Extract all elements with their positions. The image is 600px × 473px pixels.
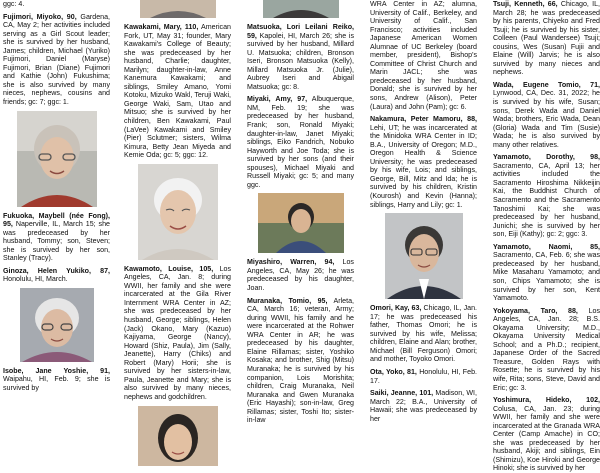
obituary-text: Madison, WI, March 22; B.A., University of Hawaii; she was predeceased by her <box>370 389 477 423</box>
obituary-entry <box>247 297 354 425</box>
obituary-entry <box>493 153 600 238</box>
obituary-text: Los Angeles, CA, Jan. 28; B.S. Okayama University; M.D., Okayama University Medical School; and a Ph.D.; recipient, Japanese Order of the Sacred Treasure, Golden Rays with Rosette; he is survived by his wife, Rita; sons, Steve, David and Eric; gc: 3. <box>493 306 600 392</box>
obituary-text: Colusa, CA, Jan. 23; during WWII, her family and she were incarcerated at the Granada WRA Center (Camp Amache) in CO; she was predeceased by her husband, Akiji; and siblings, Ein (Shimizu), Koe Hiroki and George Hinoki; she is survived by her <box>493 404 600 473</box>
obituary-name: Kawamoto, Louise, 105, <box>124 264 214 273</box>
obituary-name: Yoshimura, Hideko, 102, <box>493 396 600 405</box>
obituary-column-4 <box>370 0 477 423</box>
obituary-entry <box>493 243 600 303</box>
obituary-entry <box>3 13 110 107</box>
obituary-name: Isobe, Jane Yoshie, 91, <box>3 366 110 375</box>
portrait-photo <box>20 288 94 362</box>
obituary-name: Yamamoto, Dorothy, 98, <box>493 153 600 162</box>
portrait-photo <box>140 0 216 18</box>
obituary-column-5 <box>493 0 600 473</box>
portrait-photo <box>138 406 218 466</box>
obituary-entry <box>3 367 110 393</box>
obituary-name: Matsuoka, Lori Leilani Reiko, 59, <box>247 23 354 40</box>
obituary-name: Fukuoka, Maybell (née Fong), 95, <box>3 211 110 229</box>
obituary-text: Sacramento, CA, April 13; her activities included the Sacramento Hiroshima Nikkeijin Kai, the Buddhist Church of Sacramento and the Sacramento Tanoshimi Kai; she was predeceased by her husband, Junichi; she is survived by her son, Eiji (Kathy); gc: 2; ggc: 3. <box>493 161 600 239</box>
obituary-name: Wada, Eugene Tomio, 71, <box>493 80 600 89</box>
obituary-name: Ginoza, Helen Yukiko, 87, <box>3 266 110 275</box>
obituary-entry <box>370 115 477 209</box>
obituary-name: Kawakami, Mary, 110, <box>124 23 199 31</box>
obituary-entry <box>370 0 477 111</box>
obituary-name: Nakamura, Peter Mamoru, 88, <box>370 115 477 124</box>
obituary-text: ggc: 4. <box>3 0 25 8</box>
obituary-entry <box>370 304 477 364</box>
obituary-column-1 <box>3 0 110 403</box>
obituary-text: Naperville, IL, March 15; she was predeceased by her husband, Tommy; son, Steven; she is survived by her son, Stanley (Tracy). <box>3 220 110 263</box>
obituary-text: Gardena, CA, May 2; her activities included serving as a Girl Scout leader; she is survived by her husband, James; children, Michael (Yuriko) Fujimori, Daniel (Maryse) Fujimori, Brian (Diane) Fujimori and Kathie (John) Fukushima; she is also survived by many nieces, nephews, cousins and friends; gc: 7; ggc: 1. <box>3 12 110 107</box>
obituary-text: Honolulu, HI, Feb. 17. <box>370 367 477 385</box>
obituary-name: Fujimori, Miyoko, 90, <box>3 12 77 21</box>
obituary-column-3 <box>247 0 354 425</box>
obituary-text: Sacramento, CA, Feb. 6; she was predeceased by her husband, Mike Masaharu Yamamoto; and son, Chips Yamamoto; she is survived by her son, Kent Yamamoto. <box>493 251 600 303</box>
obituary-entry <box>493 396 600 473</box>
portrait-photo <box>258 193 344 253</box>
obituary-entry <box>247 23 354 91</box>
obituary-entry <box>493 0 600 77</box>
obituary-text: Arleta, CA, March 16; veteran, Army; during WWII, his family and he were incarcerated at the Rohwer WRA Center in AR; he was predeceased by his daughter, Elaine Rillamas; sister, Yoshiko Kosaka; and brother, Shig (Mitsu) Muranaka; he is survived by his companion, Lois Morishita; children, Craig Muranaka, Neil Muranaka and Gwen Muranaka (Eric Hayashi); son-in-law, Greg Rillamas; sister, Toshi Ito; sister-in-law <box>247 296 354 425</box>
obituary-name: Tsuji, Kenneth, 66, <box>493 0 558 8</box>
obituary-text: Los Angeles, CA, Jan. 8; during WWII, her family and she were incarcerated at the Gila River Internment WRA Center in AZ; she was predeceased by her husband, George; siblings, Helen (Jack) Okano, Mary (Kazuo) Kajiyama, George (Nancy), Howard (Shiz, Paula), Jim (Sally, Jeanette), Harry (Chiks) and Robert (Mary) Horii; she is survived by her sisters-in-law, Paula, Jeanette and Mary; she is also survived by many nieces, nephews and godchildren. <box>124 264 231 401</box>
obituary-name: Muranaka, Tomio, 95, <box>247 296 328 305</box>
obituary-entry <box>493 307 600 392</box>
portrait-photo <box>263 0 339 18</box>
obituary-name: Yamamoto, Naomi, 85, <box>493 242 600 251</box>
portrait-photo <box>17 111 97 207</box>
obituary-entry <box>3 0 110 9</box>
obituary-text: American Fork, UT, May 31; founder, Mary Kawakami's College of Beauty; she was predeceased by her husband, Charlie; daughter, Marilyn; daughter-in-law, Anne Kanemura Kawakami; and siblings, Smiley Amano, Yomi Kotoku, Mizuko Wakl, Teruji Waki, George Waki, Sam, Utao and Mitsuo; she is survived by her children, Ben Kawakami, Paul (LaVee) Kawakami and Smiley (Pier) Sclutmer; sisters, Wilma Kimura, Betty Jean Miyeda and Kemie Oda; gc: 5; ggc: 12. <box>124 23 231 160</box>
obituary-name: Miyaki, Amy, 97, <box>247 95 308 104</box>
obituary-entry <box>3 212 110 263</box>
obituary-name: Miyashiro, Warren, 94, <box>247 258 335 267</box>
obituary-text: Chicago, IL, Jan. 17; he was predeceased his father, Thomas Omori; he is survived by his wife, Melissa; children, Elaine and Alan; brother, Michael (Bill Ferguson) Omori; and mother, Toyoko Omori. <box>370 304 477 364</box>
obituary-text: Waipahu, HI, Feb. 9; she is survived by <box>3 375 110 393</box>
obituary-entry <box>124 23 231 160</box>
obituary-entry <box>247 258 354 292</box>
obituary-name: Yokoyama, Taro, 88, <box>493 306 578 315</box>
portrait-photo <box>385 213 463 299</box>
obituary-text: Kapolei, HI, March 26; she is survived by her husband, Millard U. Matsuoka; children, Bronson Iseri, Bronson Matsuoka (Kelly), Millard Matsuoka Jr. (Julie), Aubrey Iseri and Abigail Matsuoka; gc: 8. <box>247 31 354 91</box>
portrait-photo <box>138 164 218 260</box>
obituary-column-2 <box>124 0 231 403</box>
obituary-text: WRA Center in AZ; alumna, University of Calif., Berkeley, and University of Calif., San Francisco; activities included Japanese American Women Alumnae of UC Berkeley (board member, president), Bishop's Committee of Christ Church and Marin JACL; she was predeceased by her husband, Donald; she is survived by her sons, Andrew (Alison), Peter (Laura) and John (Pam); gc: 6. <box>370 0 477 111</box>
obituary-text: Lehi, UT; he was incarcerated at the Minidoka WRA Center in ID; B.A., University of Oregon; M.D., Oregon Health & Science University; he was predeceased by his wife, Lois; and siblings, George, Bill, Mitz and Ida; he is survived by his children, Kristin (Kourosh) and Kevin (Hanna); siblings, Harry and Lily; gc: 1. <box>370 123 477 209</box>
obituary-text: Honolulu, HI, March. <box>3 275 68 284</box>
obituary-text: Chicago, IL, March 28; he was predeceased by his parents, Chiyeko and Fred Tsuji; he is survived by his sister, Colleen (Paul Wandersee) Tsuji; cousins, Wes (Susan) Fujii and Elaine (Will) Jarvis; he is also survived by many nieces and nephews. <box>493 0 600 77</box>
obituary-entry <box>124 265 231 402</box>
obituary-text: Los Angeles, CA, May 26; he was predeceased by his daughter, Joan. <box>247 258 354 293</box>
obituary-name: Omori, Kay, 63, <box>370 304 422 313</box>
obituary-entry <box>370 368 477 385</box>
obituary-entry <box>493 81 600 149</box>
obituary-name: Saiki, Jeanne, 101, <box>370 389 434 398</box>
obituary-name: Ota, Yoko, 81, <box>370 367 417 376</box>
obituary-entry <box>370 389 477 423</box>
obituary-entry <box>3 267 110 284</box>
obituary-text: Lynwood, CA, Dec. 31, 2022; he is survived by his wife, Susan; sons, Derek Wada and Daniel Wada; brothers, Eric Wada, Dean (Gloria) Wada and Tim (Susie) Wada; he is also survived by many other relatives. <box>493 89 600 149</box>
obituary-text: Albuquerque, NM, Feb. 19; she was predeceased by her husband, Frank; son, Ronald Miyaki; daughter-in-law, Janet Miyaki; siblings, Eiko Fandrich, Nobuko Hayworth and Joe Toda; she is survived by her sons (and their spouses), Michael Miyaki and Russell Miyaki; gc: 5; and many ggc. <box>247 95 354 189</box>
obituary-entry <box>247 95 354 189</box>
